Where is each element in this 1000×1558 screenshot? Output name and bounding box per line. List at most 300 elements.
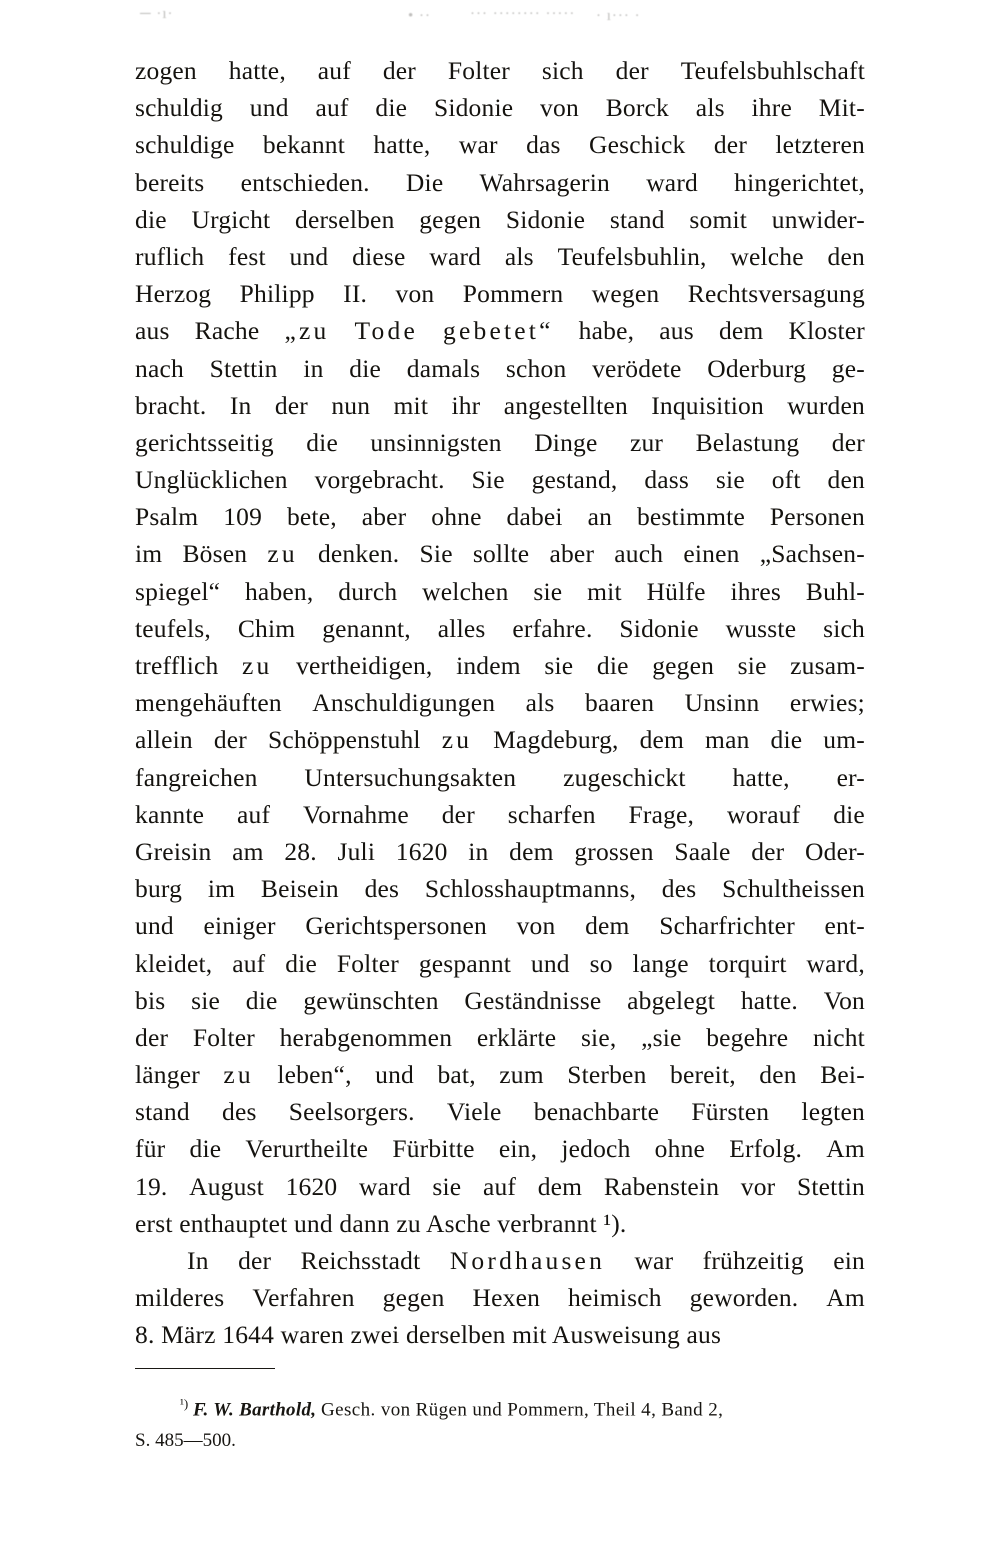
word: die <box>596 651 629 680</box>
word: der <box>238 1246 272 1275</box>
word: hingerichtet, <box>734 167 865 197</box>
word: bis <box>135 985 166 1015</box>
word: Verurtheilte <box>245 1134 369 1164</box>
word: bracht. <box>135 390 207 420</box>
word: Stettin <box>209 353 278 383</box>
text-line <box>135 982 865 1019</box>
word: ein <box>833 1246 865 1275</box>
text-line <box>135 312 865 349</box>
word: angestellten <box>503 390 628 420</box>
word: sie <box>737 651 767 680</box>
word: auf <box>317 56 351 85</box>
word: legten <box>801 1097 865 1127</box>
word: sie <box>715 465 745 495</box>
text-line <box>135 573 865 610</box>
word: am <box>232 836 264 866</box>
word: auf <box>315 93 349 123</box>
word: 1620 <box>285 1171 338 1201</box>
word: Buhl- <box>805 576 865 606</box>
word: Belastung <box>695 427 800 457</box>
word: milderes <box>135 1283 225 1313</box>
text-line <box>135 647 865 684</box>
word: von <box>395 279 435 309</box>
word: war <box>458 130 498 160</box>
page-header-remnants <box>0 6 1000 28</box>
word: heimisch <box>568 1283 662 1313</box>
word: Anschuldigungen <box>312 688 496 718</box>
word: Fürsten <box>691 1097 770 1127</box>
text-line <box>135 238 865 275</box>
word: indem <box>456 651 521 680</box>
word: Scharfrichter <box>659 911 795 941</box>
word: spiegel“ <box>135 576 221 606</box>
word: derselben <box>295 204 395 234</box>
word: Psalm <box>135 502 199 532</box>
word: dem <box>718 316 764 346</box>
header-fragment-3: ··· ········ ····· <box>470 6 576 22</box>
word: man <box>705 725 750 755</box>
word: Dinge <box>534 427 598 457</box>
text-line <box>135 1130 865 1167</box>
word: die <box>285 948 317 978</box>
word: diese <box>352 241 406 271</box>
word: grossen <box>574 836 654 866</box>
word: zum <box>499 1060 544 1090</box>
word: bete, <box>286 502 337 532</box>
word: Kloster <box>788 316 865 346</box>
word: bereits <box>135 167 205 197</box>
text-line <box>135 870 865 907</box>
word: als <box>525 688 555 718</box>
word: Viele <box>446 1097 502 1127</box>
word: dass <box>644 465 690 495</box>
word: den <box>827 465 865 495</box>
word: wurden <box>787 390 865 420</box>
word: herabgenommen <box>279 1022 453 1052</box>
word: war <box>634 1246 674 1275</box>
word: schuldig <box>135 93 224 123</box>
word: zogen <box>135 56 197 85</box>
word: haben, <box>244 576 314 606</box>
word: hatte. <box>740 985 798 1015</box>
word: welchen <box>422 576 509 606</box>
word: der <box>135 1022 169 1052</box>
word: nach <box>135 353 184 383</box>
word: der <box>441 799 475 829</box>
word: Philipp <box>239 279 315 309</box>
text-line <box>135 945 865 982</box>
word: gespannt <box>418 948 512 978</box>
header-fragment-1: ─ ·ı· <box>140 6 174 22</box>
word: 28. <box>284 836 317 866</box>
word: stand <box>609 204 665 234</box>
word: sollte <box>472 539 530 569</box>
word: „Sachsen- <box>759 539 865 569</box>
word: die <box>306 427 338 457</box>
word: Oder- <box>805 836 865 866</box>
word: des <box>364 874 400 904</box>
paragraph-sidonie <box>135 52 865 1242</box>
word: zugeschickt <box>563 762 686 792</box>
word: Am <box>826 1134 865 1164</box>
word: die <box>375 93 408 123</box>
word: er- <box>836 762 865 792</box>
word: kleidet, <box>135 948 213 978</box>
text-line <box>135 89 865 126</box>
word: zu <box>267 539 298 569</box>
word: auf <box>482 1171 517 1201</box>
word: erklärte <box>476 1022 557 1052</box>
word: habe, <box>578 316 635 346</box>
word: wusste <box>725 613 797 643</box>
word: worauf <box>726 799 801 829</box>
word: Verfahren <box>252 1283 355 1313</box>
word: vor <box>740 1171 776 1201</box>
word: bat, <box>437 1060 476 1090</box>
word: Personen <box>769 502 865 532</box>
word: allein <box>135 725 193 755</box>
word: den <box>759 1060 797 1090</box>
word: fest <box>228 241 266 271</box>
word: nicht <box>812 1022 865 1052</box>
word: und <box>249 93 289 123</box>
word: sie <box>191 985 221 1015</box>
word: sich <box>823 613 865 643</box>
word: die <box>135 204 167 234</box>
word: auch <box>614 539 664 569</box>
word: Schultheissen <box>722 874 865 904</box>
word: welche <box>730 241 804 271</box>
word: schon <box>505 353 567 383</box>
word: im <box>135 539 163 569</box>
word: ge- <box>831 353 865 383</box>
word: geworden. <box>689 1283 799 1313</box>
word: Sie <box>471 465 505 495</box>
word: Geschick <box>589 130 686 160</box>
word: Rechtsversagung <box>687 279 865 309</box>
word: der <box>713 130 748 160</box>
word: gebetet“ <box>443 316 554 346</box>
text-line <box>135 201 865 238</box>
word: torquirt <box>708 948 787 978</box>
word: dem <box>509 836 554 866</box>
word: der <box>751 836 785 866</box>
word: Wahrsagerin <box>479 167 610 197</box>
text-line <box>135 1279 865 1316</box>
word: Oderburg <box>707 353 807 383</box>
word: sie <box>544 651 574 680</box>
word: stand <box>135 1097 190 1127</box>
word: Stettin <box>796 1171 865 1201</box>
word: und <box>289 241 329 271</box>
word: auf <box>232 948 266 978</box>
word: ohne <box>654 1134 706 1164</box>
word: frühzeitig <box>702 1246 804 1275</box>
word: dem <box>639 725 685 755</box>
word: ein, <box>498 1134 538 1164</box>
word: nun <box>331 390 371 420</box>
footnote-line-1 <box>135 1388 875 1425</box>
word: Untersuchungsakten <box>304 762 517 792</box>
word: fangreichen <box>135 762 258 792</box>
word: Fürbitte <box>392 1134 475 1164</box>
word: sie <box>533 576 563 606</box>
text-line <box>135 1168 865 1205</box>
word: Tode <box>354 316 418 346</box>
word: Vornahme <box>302 799 409 829</box>
word: des <box>222 1097 257 1127</box>
header-fragment-2: • ·· <box>408 8 431 24</box>
word: gegen <box>382 1283 445 1313</box>
text-line <box>135 610 865 647</box>
word: dabei <box>506 502 563 532</box>
text-line: erst enthauptet und dann zu Asche verbrannt ¹). <box>135 1208 627 1238</box>
word: Frage, <box>628 799 695 829</box>
word: einiger <box>203 911 276 941</box>
word: Erfolg. <box>729 1134 803 1164</box>
body-text-block <box>135 52 865 1354</box>
word: Beisein <box>260 874 339 904</box>
word: die <box>245 985 278 1015</box>
paragraph-nordhausen <box>135 1242 865 1354</box>
word: Folter <box>447 56 510 85</box>
word: den <box>827 241 865 271</box>
word: Sidonie <box>433 93 514 123</box>
word: Gerichtspersonen <box>305 911 487 941</box>
footnote-citation: Gesch. von Rügen und Pommern, Theil 4, Band 2, <box>321 1399 724 1421</box>
word: kannte <box>135 799 205 829</box>
word: leben“, <box>277 1060 352 1090</box>
word: Teufelsbuhlschaft <box>680 56 865 85</box>
word: trefflich <box>135 651 219 680</box>
word: Sie <box>419 539 453 569</box>
word: aus <box>135 316 170 346</box>
word: Bösen <box>182 539 248 569</box>
word: lange <box>632 948 689 978</box>
word: Hexen <box>472 1283 541 1313</box>
word: denken. <box>317 539 400 569</box>
word: Seelsorgers. <box>288 1097 415 1127</box>
footnote-author: F. W. Barthold, <box>192 1399 317 1421</box>
word: im <box>207 874 236 904</box>
word: jedoch <box>561 1134 631 1164</box>
word: II. <box>343 279 368 309</box>
word: gegen <box>419 204 482 234</box>
word: die <box>770 725 803 755</box>
word: der <box>831 427 865 457</box>
word: Saale <box>674 836 731 866</box>
word: mit <box>393 390 429 420</box>
word: zur <box>629 427 664 457</box>
text-line <box>135 1242 865 1279</box>
word: abgelegt <box>627 985 716 1015</box>
word: Von <box>823 985 865 1015</box>
word: burg <box>135 874 183 904</box>
word: auf <box>236 799 271 829</box>
word: vorgebracht. <box>314 465 445 495</box>
word: gestand, <box>531 465 618 495</box>
word: so <box>589 948 613 978</box>
word: Pommern <box>462 279 564 309</box>
text-line <box>135 461 865 498</box>
footnote-line-2: S. 485—500. <box>135 1430 236 1452</box>
word: hatte, <box>732 762 790 792</box>
word: gewünschten <box>303 985 439 1015</box>
word: verödete <box>592 353 682 383</box>
word: sie <box>432 1171 462 1201</box>
word: die <box>189 1134 222 1164</box>
word: und <box>530 948 570 978</box>
word: unsinnigsten <box>370 427 502 457</box>
word: durch <box>338 576 398 606</box>
word: hatte, <box>228 56 286 85</box>
word: ward, <box>806 948 865 978</box>
text-line <box>135 796 865 833</box>
word: Folter <box>192 1022 255 1052</box>
word: Greisin <box>135 836 212 866</box>
text-line <box>135 1093 865 1130</box>
text-line <box>135 350 865 387</box>
word: ihre <box>751 93 792 123</box>
header-fragment-4: · ı··· · <box>596 8 641 24</box>
word: Juli <box>337 836 376 866</box>
word: In <box>229 390 252 420</box>
word: Bei- <box>820 1060 865 1090</box>
word: der <box>213 725 247 755</box>
text-line <box>135 907 865 944</box>
word: erfahre. <box>512 613 593 643</box>
word: das <box>526 130 561 160</box>
word: Rache <box>194 316 260 346</box>
word: Am <box>826 1283 865 1313</box>
word: aus <box>659 316 694 346</box>
word: an <box>587 502 613 532</box>
text-line: 8. März 1644 waren zwei derselben mit Ausweisung aus <box>135 1320 722 1350</box>
footnote-divider <box>135 1368 275 1369</box>
word: für <box>135 1134 166 1164</box>
word: benachbarte <box>533 1097 660 1127</box>
text-line <box>135 424 865 461</box>
word: Urgicht <box>191 204 271 234</box>
word: scharfen <box>507 799 596 829</box>
word: Sidonie <box>619 613 699 643</box>
word: oft <box>771 465 801 495</box>
word: von <box>540 93 579 123</box>
word: schuldige <box>135 130 235 160</box>
word: bestimmte <box>636 502 745 532</box>
word: dem <box>585 911 630 941</box>
word: alles <box>437 613 486 643</box>
text-line <box>135 833 865 870</box>
word: Nordhausen <box>449 1246 606 1275</box>
word: In <box>187 1246 209 1275</box>
word: genannt, <box>322 613 411 643</box>
text-line <box>135 535 865 572</box>
word: zu <box>223 1060 254 1090</box>
footnote-marker: ¹) <box>180 1396 189 1411</box>
word: Sterben <box>567 1060 647 1090</box>
text-line <box>135 275 865 312</box>
word: aber <box>361 502 407 532</box>
word: sie, <box>580 1022 617 1052</box>
word: Unglücklichen <box>135 465 288 495</box>
word: mengehäuften <box>135 688 282 718</box>
word: der <box>274 390 308 420</box>
word: der <box>382 56 416 85</box>
word: 19. <box>135 1171 168 1201</box>
text-line <box>135 387 865 424</box>
word: ward <box>359 1171 411 1201</box>
word: der <box>615 56 649 85</box>
text-line <box>135 1019 865 1056</box>
word: gegen <box>652 651 715 680</box>
word: von <box>516 911 556 941</box>
word: 109 <box>223 502 263 532</box>
word: wegen <box>591 279 660 309</box>
word: August <box>189 1171 264 1201</box>
word: Inquisition <box>651 390 764 420</box>
word: dem <box>537 1171 583 1201</box>
word: Schöppenstuhl <box>267 725 421 755</box>
word: baaren <box>585 688 655 718</box>
word: ruflich <box>135 241 205 271</box>
word: einen <box>683 539 740 569</box>
word: letzteren <box>775 130 865 160</box>
word: Hülfe <box>646 576 706 606</box>
text-line <box>135 1056 865 1093</box>
word: erwies; <box>789 688 865 718</box>
word: die <box>833 799 865 829</box>
word: um- <box>823 725 865 755</box>
word: bekannt <box>262 130 346 160</box>
word: die <box>349 353 382 383</box>
word: Folter <box>336 948 399 978</box>
word: Rabenstein <box>603 1171 720 1201</box>
text-line <box>135 684 865 721</box>
word: somit <box>689 204 748 234</box>
word: Teufelsbuhlin, <box>557 241 707 271</box>
word: ihr <box>451 390 481 420</box>
word: hatte, <box>373 130 431 160</box>
word: zusam- <box>790 651 865 680</box>
text-line <box>135 164 865 201</box>
word: ent- <box>824 911 865 941</box>
word: damals <box>406 353 481 383</box>
word: Borck <box>605 93 670 123</box>
word: des <box>661 874 697 904</box>
word: 1620 <box>395 836 448 866</box>
word: als <box>695 93 725 123</box>
text-line <box>135 498 865 535</box>
word: Herzog <box>135 279 212 309</box>
word: Unsinn <box>684 688 760 718</box>
text-line <box>135 721 865 758</box>
word: Magdeburg, <box>493 725 619 755</box>
word: in <box>468 836 489 866</box>
word: ohne <box>431 502 482 532</box>
word: Schlosshauptmanns, <box>424 874 637 904</box>
word: „sie <box>641 1022 682 1052</box>
word: Mit- <box>818 93 865 123</box>
word: aber <box>549 539 595 569</box>
word: Sidonie <box>505 204 586 234</box>
footnote-block <box>135 1388 875 1456</box>
word: Reichsstadt <box>300 1246 421 1275</box>
word: Geständnisse <box>464 985 602 1015</box>
word: „zu <box>284 316 330 346</box>
word: ward <box>646 167 698 197</box>
word: ward <box>429 241 482 271</box>
